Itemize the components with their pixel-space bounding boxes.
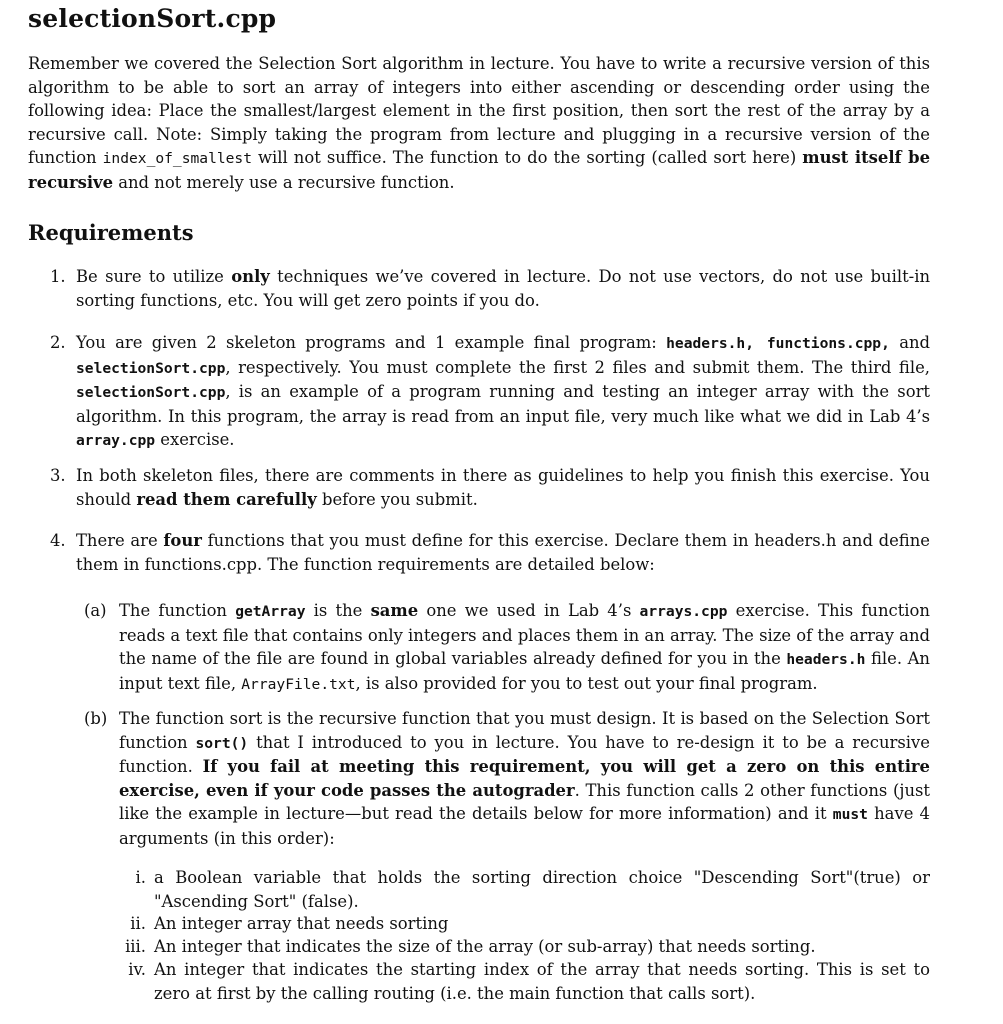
list-number: 4. xyxy=(50,531,66,550)
inline-code: must xyxy=(832,806,868,823)
roman-text: An integer array that needs sorting xyxy=(154,914,449,933)
text: Be sure to utilize xyxy=(76,267,232,286)
list-number: 3. xyxy=(50,466,66,485)
sub-item-text xyxy=(119,707,930,850)
roman-label: iii. xyxy=(125,937,146,956)
text: one we used in Lab 4’s xyxy=(418,601,640,620)
page-title: selectionSort.cpp xyxy=(28,4,277,33)
inline-code: headers.h, functions.cpp, xyxy=(666,335,890,352)
inline-code: selectionSort.cpp xyxy=(76,359,226,377)
roman-text: An integer that indicates the starting index of the array that needs sorting. This is set to zero at first by the calling routing (i.e. the main function that calls sort). xyxy=(154,960,930,1003)
sub-item-label: (a) xyxy=(84,601,107,620)
emphasis: If you fail at meeting this requirement, you will get a zero on this entire exercise, even if your code passes the autograder xyxy=(119,757,930,800)
text: file. An input text file, xyxy=(119,649,930,693)
sub-item-label: (b) xyxy=(84,709,108,728)
text: techniques we’ve covered in lecture. Do not use vectors, do not use built-in sorting functions, etc. You will get zero points if you do. xyxy=(76,267,930,310)
emphasis: four xyxy=(163,531,202,550)
text: is the xyxy=(305,601,371,620)
inline-code: headers.h xyxy=(786,651,866,668)
inline-code: selectionSort.cpp xyxy=(76,384,226,401)
roman-text: a Boolean variable that holds the sorting direction choice "Descending Sort"(true) or "Ascending Sort" (false). xyxy=(154,868,930,911)
text: exercise. This function reads a text file that contains only integers and places them in an array. The size of the array and the name of the file are found in global variables already defined for you in the xyxy=(119,601,930,668)
roman-label: i. xyxy=(135,868,146,887)
text: before you submit. xyxy=(316,489,478,509)
text: functions that you must define for this exercise. Declare them in headers.h and define them in functions.cpp. The function requirements are detailed below: xyxy=(76,531,930,574)
roman-label: iv. xyxy=(128,960,146,979)
roman-text: An integer that indicates the size of the array (or sub-array) that needs sorting. xyxy=(154,937,816,956)
text: The function xyxy=(119,601,236,620)
list-number: 2. xyxy=(50,333,66,352)
list-item-text xyxy=(76,529,930,576)
text: , respectively. You must complete the first 2 files and submit them. The third file, xyxy=(225,357,930,377)
list-number: 1. xyxy=(50,267,66,286)
list-item-text xyxy=(76,265,930,312)
list-item-text xyxy=(76,464,930,511)
text: . This function calls 2 other functions (just like the example in lecture—but read the details below for more information) and it xyxy=(119,780,930,823)
inline-code: getArray xyxy=(235,603,306,620)
list-item-text xyxy=(76,331,930,453)
text: In both skeleton files, there are comments in there as guidelines to help you finish this exercise. You should xyxy=(76,466,930,509)
roman-label: ii. xyxy=(130,914,146,933)
text: and xyxy=(889,333,931,352)
text: There are xyxy=(76,531,164,550)
text: , is also provided for you to test out your final program. xyxy=(355,673,818,693)
text: The function sort is the recursive function that you must design. It is based on the Selection Sort function xyxy=(119,709,930,752)
text: have 4 arguments (in this order): xyxy=(119,804,930,848)
inline-code: sort() xyxy=(195,734,249,752)
emphasis: read them carefully xyxy=(136,489,317,509)
intro-emphasis: must itself be recursive xyxy=(28,148,930,192)
intro-paragraph xyxy=(28,52,930,194)
emphasis: only xyxy=(231,267,270,286)
inline-code: array.cpp xyxy=(76,432,156,449)
text: You are given 2 skeleton programs and 1 example final program: xyxy=(76,333,667,352)
intro-text: and not merely use a recursive function. xyxy=(113,172,455,192)
text: that I introduced to you in lecture. You have to re-design it to be a recursive function. xyxy=(119,732,930,776)
inline-code: index_of_smallest xyxy=(102,150,253,167)
intro-text: will not suffice. The function to do the sorting (called sort here) xyxy=(252,148,803,167)
sub-item-text xyxy=(119,599,930,696)
inline-code: arrays.cpp xyxy=(639,603,728,620)
inline-code: ArrayFile.txt xyxy=(241,675,356,693)
intro-text: Remember we covered the Selection Sort algorithm in lecture. You have to write a recursive version of this algorithm to be able to sort an array of integers into either ascending or descending order using the following idea: Place the smallest/largest element in the first position, then sort the rest of the array by a recursive call. Note: Simply taking the program from lecture and plugging in a recursive version of the function xyxy=(28,54,930,167)
emphasis: same xyxy=(370,601,419,620)
text: , is an example of a program running and testing an integer array with the sort algorithm. In this program, the array is read from an input file, very much like what we did in Lab 4’s xyxy=(76,382,930,426)
text: exercise. xyxy=(155,430,235,449)
requirements-heading: Requirements xyxy=(28,220,194,245)
